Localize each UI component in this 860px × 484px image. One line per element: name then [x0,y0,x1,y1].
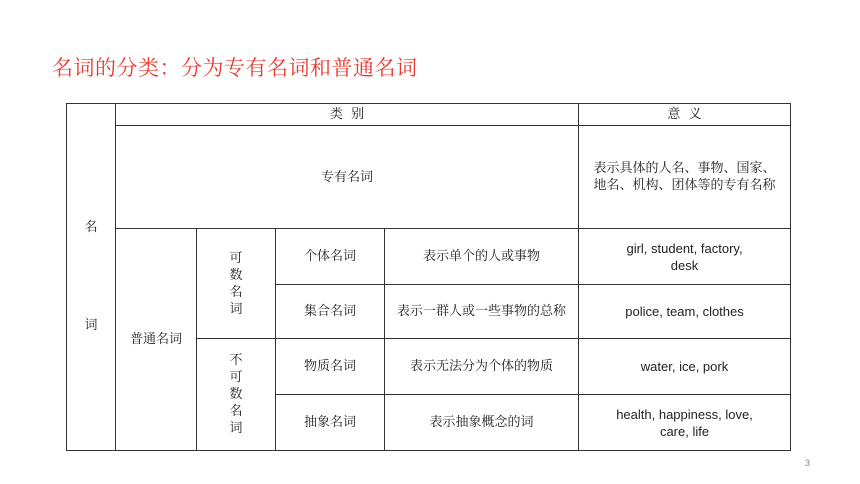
noun-meaning: 表示无法分为个体的物质 [385,339,579,395]
countable-label: 可数名词 [229,250,243,317]
noun-classification-table [66,103,791,451]
noun-example: girl, student, factory, desk [579,229,791,285]
noun-example: water, ice, pork [579,339,791,395]
noun-meaning: 表示一群人或一些事物的总称 [385,285,579,339]
noun-meaning: 表示单个的人或事物 [385,229,579,285]
table-row [67,229,791,285]
noun-type: 抽象名词 [276,395,385,451]
noun-example: health, happiness, love, care, life [579,395,791,451]
noun-group-cell [67,104,116,451]
common-noun-label: 普通名词 [116,229,197,451]
uncountable-cell [197,339,276,451]
countable-cell [197,229,276,339]
uncountable-label: 不可数名词 [229,353,243,436]
header-meaning: 意 义 [579,104,791,126]
proper-noun-meaning: 表示具体的人名、事物、国家、地名、机构、团体等的专有名称 [579,126,791,229]
noun-meaning: 表示抽象概念的词 [385,395,579,451]
page-number: 3 [805,458,811,468]
noun-group-label: 名词 [84,220,98,333]
noun-example: police, team, clothes [579,285,791,339]
noun-type: 物质名词 [276,339,385,395]
noun-type: 集合名词 [276,285,385,339]
noun-type: 个体名词 [276,229,385,285]
proper-noun-label: 专有名词 [116,126,579,229]
table-header-row [67,104,791,126]
table-row [67,126,791,229]
header-category: 类 别 [116,104,579,126]
page-title: 名词的分类：分为专有名词和普通名词 [52,56,418,80]
